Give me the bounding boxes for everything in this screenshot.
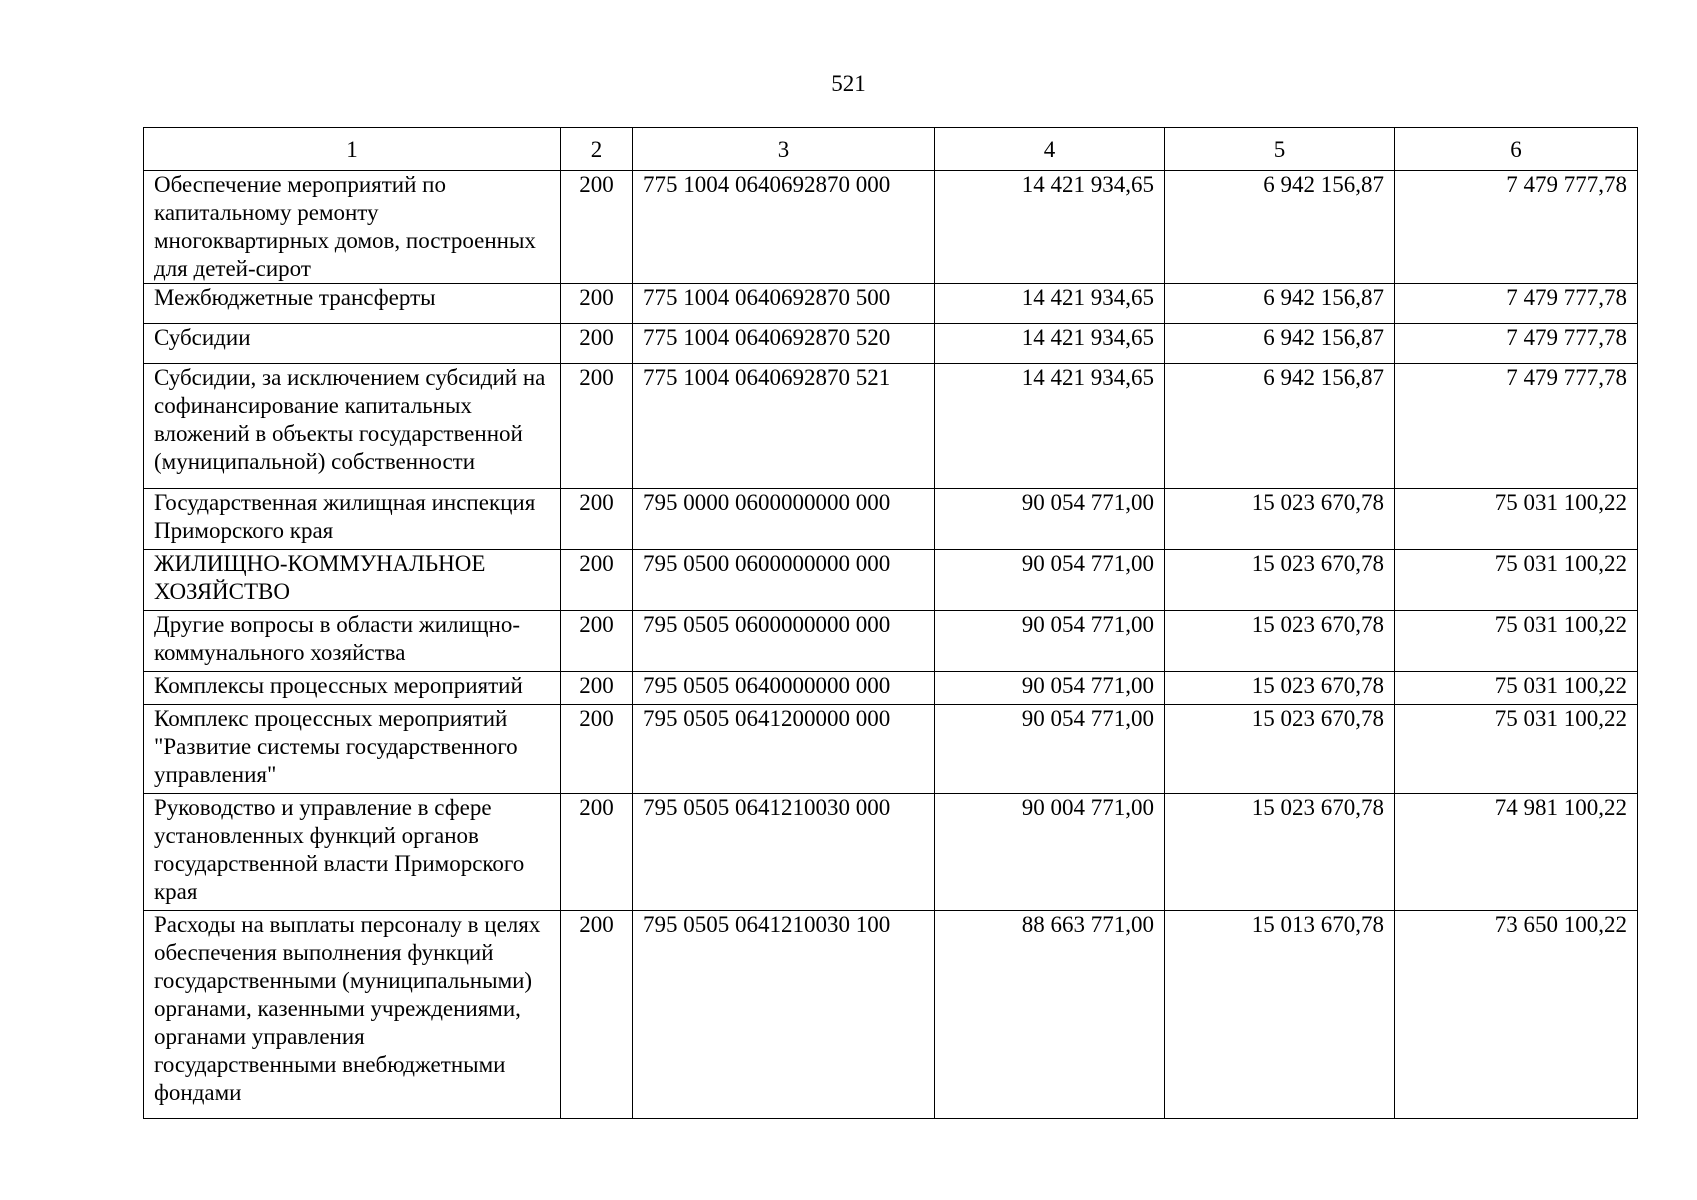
table-row bbox=[144, 611, 1638, 672]
row-value-4: 90 054 771,00 bbox=[935, 672, 1165, 705]
row-value-5: 15 023 670,78 bbox=[1165, 672, 1395, 705]
row-code: 775 1004 0640692870 521 bbox=[633, 364, 935, 489]
row-value-5: 6 942 156,87 bbox=[1165, 364, 1395, 489]
row-value-4: 88 663 771,00 bbox=[935, 911, 1165, 1119]
row-value-6: 75 031 100,22 bbox=[1395, 672, 1638, 705]
row-name: Комплекс процессных мероприятий "Развитие системы государственного управления" bbox=[144, 705, 561, 794]
table-row bbox=[144, 171, 1638, 284]
row-col2: 200 bbox=[561, 911, 633, 1119]
row-value-5: 6 942 156,87 bbox=[1165, 171, 1395, 284]
table-row bbox=[144, 324, 1638, 364]
row-name: Субсидии, за исключением субсидий на софинансирование капитальных вложений в объекты государственной (муниципальной) собственности bbox=[144, 364, 561, 489]
column-header-4: 4 bbox=[935, 128, 1165, 171]
row-name: Обеспечение мероприятий по капитальному ремонту многоквартирных домов, построенных для детей-сирот bbox=[144, 171, 561, 284]
table-row bbox=[144, 911, 1638, 1119]
row-value-4: 90 054 771,00 bbox=[935, 550, 1165, 611]
table-row bbox=[144, 794, 1638, 911]
row-name: Другие вопросы в области жилищно-коммунального хозяйства bbox=[144, 611, 561, 672]
row-value-4: 90 054 771,00 bbox=[935, 489, 1165, 550]
row-value-6: 75 031 100,22 bbox=[1395, 550, 1638, 611]
row-value-5: 15 023 670,78 bbox=[1165, 705, 1395, 794]
table-row bbox=[144, 364, 1638, 489]
row-code: 795 0505 0600000000 000 bbox=[633, 611, 935, 672]
row-code: 795 0000 0600000000 000 bbox=[633, 489, 935, 550]
row-code: 775 1004 0640692870 520 bbox=[633, 324, 935, 364]
row-name: Субсидии bbox=[144, 324, 561, 364]
row-value-6: 73 650 100,22 bbox=[1395, 911, 1638, 1119]
row-code: 795 0505 0640000000 000 bbox=[633, 672, 935, 705]
row-value-4: 14 421 934,65 bbox=[935, 171, 1165, 284]
column-header-6: 6 bbox=[1395, 128, 1638, 171]
page-number: 521 bbox=[831, 71, 866, 96]
row-value-6: 7 479 777,78 bbox=[1395, 284, 1638, 324]
row-name: ЖИЛИЩНО-КОММУНАЛЬНОЕ ХОЗЯЙСТВО bbox=[144, 550, 561, 611]
row-value-5: 6 942 156,87 bbox=[1165, 284, 1395, 324]
table-row bbox=[144, 550, 1638, 611]
row-col2: 200 bbox=[561, 364, 633, 489]
row-code: 795 0505 0641210030 100 bbox=[633, 911, 935, 1119]
row-code: 775 1004 0640692870 500 bbox=[633, 284, 935, 324]
row-name: Руководство и управление в сфере установленных функций органов государственной власти Приморского края bbox=[144, 794, 561, 911]
row-value-5: 15 023 670,78 bbox=[1165, 550, 1395, 611]
row-value-6: 7 479 777,78 bbox=[1395, 324, 1638, 364]
row-value-6: 75 031 100,22 bbox=[1395, 611, 1638, 672]
row-value-5: 15 023 670,78 bbox=[1165, 611, 1395, 672]
column-header-2: 2 bbox=[561, 128, 633, 171]
row-name: Расходы на выплаты персоналу в целях обеспечения выполнения функций государственными (муниципальными) органами, казенными учреждениями, органами управления государственными внебюджетными фондами bbox=[144, 911, 561, 1119]
row-value-5: 15 013 670,78 bbox=[1165, 911, 1395, 1119]
row-col2: 200 bbox=[561, 705, 633, 794]
row-code: 795 0505 0641210030 000 bbox=[633, 794, 935, 911]
row-col2: 200 bbox=[561, 794, 633, 911]
row-value-4: 14 421 934,65 bbox=[935, 284, 1165, 324]
table-row bbox=[144, 705, 1638, 794]
table-row bbox=[144, 489, 1638, 550]
row-col2: 200 bbox=[561, 489, 633, 550]
row-value-4: 90 004 771,00 bbox=[935, 794, 1165, 911]
row-value-6: 7 479 777,78 bbox=[1395, 364, 1638, 489]
row-value-4: 14 421 934,65 bbox=[935, 364, 1165, 489]
row-value-5: 15 023 670,78 bbox=[1165, 794, 1395, 911]
row-value-4: 90 054 771,00 bbox=[935, 611, 1165, 672]
row-name: Комплексы процессных мероприятий bbox=[144, 672, 561, 705]
table-row bbox=[144, 284, 1638, 324]
row-code: 795 0500 0600000000 000 bbox=[633, 550, 935, 611]
row-value-5: 6 942 156,87 bbox=[1165, 324, 1395, 364]
row-code: 795 0505 0641200000 000 bbox=[633, 705, 935, 794]
column-header-5: 5 bbox=[1165, 128, 1395, 171]
row-value-6: 7 479 777,78 bbox=[1395, 171, 1638, 284]
column-header-1: 1 bbox=[144, 128, 561, 171]
header-row bbox=[144, 128, 1638, 171]
row-col2: 200 bbox=[561, 672, 633, 705]
row-value-6: 75 031 100,22 bbox=[1395, 489, 1638, 550]
row-value-6: 74 981 100,22 bbox=[1395, 794, 1638, 911]
row-value-6: 75 031 100,22 bbox=[1395, 705, 1638, 794]
table-body bbox=[144, 171, 1638, 1119]
column-header-3: 3 bbox=[633, 128, 935, 171]
row-col2: 200 bbox=[561, 550, 633, 611]
row-name: Межбюджетные трансферты bbox=[144, 284, 561, 324]
row-col2: 200 bbox=[561, 284, 633, 324]
row-col2: 200 bbox=[561, 171, 633, 284]
table-row bbox=[144, 672, 1638, 705]
row-col2: 200 bbox=[561, 324, 633, 364]
row-name: Государственная жилищная инспекция Приморского края bbox=[144, 489, 561, 550]
row-col2: 200 bbox=[561, 611, 633, 672]
row-value-4: 90 054 771,00 bbox=[935, 705, 1165, 794]
table-header bbox=[144, 128, 1638, 171]
row-code: 775 1004 0640692870 000 bbox=[633, 171, 935, 284]
budget-table bbox=[143, 127, 1638, 1119]
row-value-4: 14 421 934,65 bbox=[935, 324, 1165, 364]
row-value-5: 15 023 670,78 bbox=[1165, 489, 1395, 550]
